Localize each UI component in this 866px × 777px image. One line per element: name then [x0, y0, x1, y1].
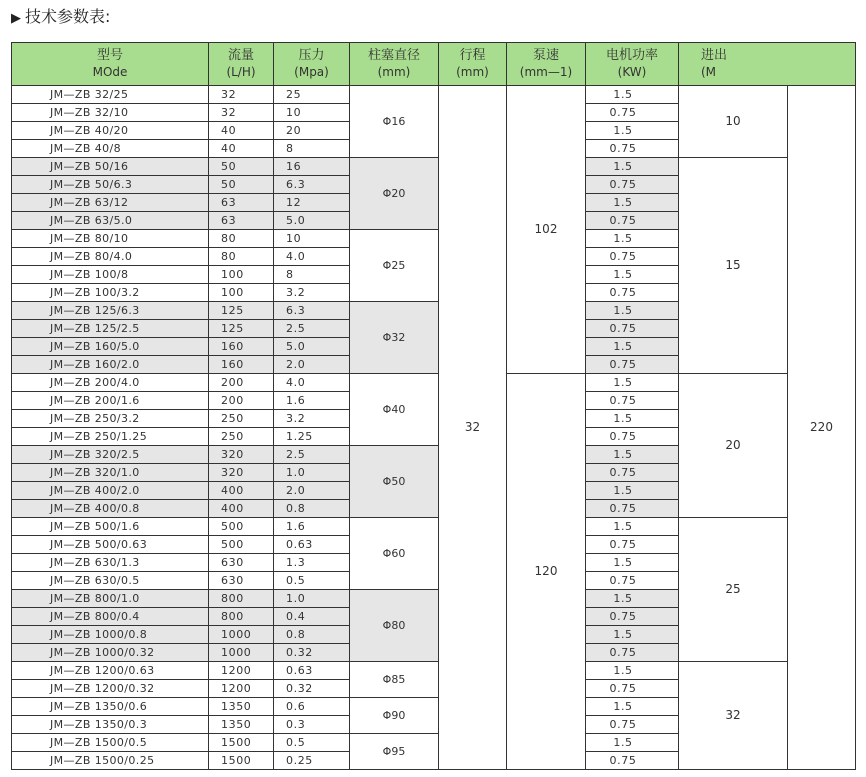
flow-cell: 800: [209, 608, 274, 626]
flow-cell: 1000: [209, 644, 274, 662]
table-body: [12, 86, 856, 770]
pressure-cell: 1.3: [274, 554, 350, 572]
motor-power-cell: 1.5: [586, 302, 679, 320]
flow-cell: 630: [209, 572, 274, 590]
model-cell: JM—ZB 800/0.4: [12, 608, 209, 626]
flow-cell: 32: [209, 86, 274, 104]
motor-power-cell: 1.5: [586, 734, 679, 752]
flow-cell: 1200: [209, 680, 274, 698]
motor-power-cell: 0.75: [586, 212, 679, 230]
model-cell: JM—ZB 50/16: [12, 158, 209, 176]
flow-cell: 200: [209, 374, 274, 392]
motor-power-cell: 0.75: [586, 392, 679, 410]
motor-power-cell: 0.75: [586, 320, 679, 338]
motor-power-cell: 0.75: [586, 176, 679, 194]
model-cell: JM—ZB 40/8: [12, 140, 209, 158]
pressure-cell: 10: [274, 230, 350, 248]
flow-cell: 63: [209, 194, 274, 212]
flow-cell: 80: [209, 230, 274, 248]
table-row: [12, 374, 856, 392]
model-cell: JM—ZB 200/1.6: [12, 392, 209, 410]
flow-cell: 200: [209, 392, 274, 410]
header-pressure: 压力 (Mpa): [274, 43, 350, 86]
flow-cell: 1500: [209, 734, 274, 752]
pressure-cell: 0.32: [274, 680, 350, 698]
pressure-cell: 4.0: [274, 248, 350, 266]
table-row: [12, 158, 856, 176]
flow-cell: 1350: [209, 716, 274, 734]
model-cell: JM—ZB 1000/0.32: [12, 644, 209, 662]
flow-cell: 63: [209, 212, 274, 230]
motor-power-cell: 1.5: [586, 518, 679, 536]
model-cell: JM—ZB 160/2.0: [12, 356, 209, 374]
motor-power-cell: 0.75: [586, 356, 679, 374]
pressure-cell: 2.0: [274, 482, 350, 500]
flow-cell: 400: [209, 482, 274, 500]
flow-cell: 630: [209, 554, 274, 572]
pressure-cell: 12: [274, 194, 350, 212]
model-cell: JM—ZB 100/3.2: [12, 284, 209, 302]
motor-power-cell: 1.5: [586, 158, 679, 176]
pressure-cell: 0.5: [274, 734, 350, 752]
model-cell: JM—ZB 200/4.0: [12, 374, 209, 392]
motor-power-cell: 0.75: [586, 536, 679, 554]
model-cell: JM—ZB 630/0.5: [12, 572, 209, 590]
flow-cell: 80: [209, 248, 274, 266]
motor-power-cell: 0.75: [586, 248, 679, 266]
last-column-cell: 220: [788, 86, 856, 770]
flow-cell: 50: [209, 158, 274, 176]
inlet-outlet-cell: 32: [679, 662, 788, 770]
pressure-cell: 1.25: [274, 428, 350, 446]
pressure-cell: 25: [274, 86, 350, 104]
plunger-diameter-cell: Φ20: [350, 158, 439, 230]
pressure-cell: 1.6: [274, 392, 350, 410]
model-cell: JM—ZB 40/20: [12, 122, 209, 140]
flow-cell: 100: [209, 266, 274, 284]
motor-power-cell: 1.5: [586, 230, 679, 248]
pressure-cell: 0.63: [274, 662, 350, 680]
stroke-cell: 32: [439, 86, 507, 770]
motor-power-cell: 1.5: [586, 338, 679, 356]
header-motor-power: 电机功率 (KW): [586, 43, 679, 86]
inlet-outlet-cell: 10: [679, 86, 788, 158]
pressure-cell: 10: [274, 104, 350, 122]
pressure-cell: 3.2: [274, 410, 350, 428]
model-cell: JM—ZB 32/10: [12, 104, 209, 122]
flow-cell: 1350: [209, 698, 274, 716]
pressure-cell: 2.5: [274, 446, 350, 464]
model-cell: JM—ZB 50/6.3: [12, 176, 209, 194]
motor-power-cell: 0.75: [586, 284, 679, 302]
motor-power-cell: 0.75: [586, 428, 679, 446]
pressure-cell: 1.6: [274, 518, 350, 536]
pressure-cell: 0.4: [274, 608, 350, 626]
header-plunger: 柱塞直径 (mm): [350, 43, 439, 86]
flow-cell: 50: [209, 176, 274, 194]
pump-speed-cell: 102: [507, 86, 586, 374]
motor-power-cell: 0.75: [586, 464, 679, 482]
pressure-cell: 3.2: [274, 284, 350, 302]
flow-cell: 100: [209, 284, 274, 302]
motor-power-cell: 0.75: [586, 104, 679, 122]
motor-power-cell: 1.5: [586, 446, 679, 464]
model-cell: JM—ZB 125/6.3: [12, 302, 209, 320]
pressure-cell: 5.0: [274, 338, 350, 356]
pressure-cell: 0.32: [274, 644, 350, 662]
model-cell: JM—ZB 63/12: [12, 194, 209, 212]
pressure-cell: 0.25: [274, 752, 350, 770]
plunger-diameter-cell: Φ16: [350, 86, 439, 158]
inlet-outlet-cell: 15: [679, 158, 788, 374]
model-cell: JM—ZB 250/1.25: [12, 428, 209, 446]
flow-cell: 320: [209, 464, 274, 482]
model-cell: JM—ZB 630/1.3: [12, 554, 209, 572]
header-model: 型号 MOde: [12, 43, 209, 86]
model-cell: JM—ZB 32/25: [12, 86, 209, 104]
page-title-text: 技术参数表:: [25, 7, 111, 26]
pressure-cell: 2.0: [274, 356, 350, 374]
motor-power-cell: 0.75: [586, 644, 679, 662]
pressure-cell: 2.5: [274, 320, 350, 338]
pressure-cell: 0.63: [274, 536, 350, 554]
table-row: [12, 518, 856, 536]
motor-power-cell: 1.5: [586, 374, 679, 392]
header-flow: 流量 (L/H): [209, 43, 274, 86]
flow-cell: 400: [209, 500, 274, 518]
pressure-cell: 16: [274, 158, 350, 176]
motor-power-cell: 1.5: [586, 626, 679, 644]
plunger-diameter-cell: Φ60: [350, 518, 439, 590]
inlet-outlet-cell: 20: [679, 374, 788, 518]
header-inlet-outlet: 进出 (M: [679, 43, 856, 86]
pressure-cell: 0.5: [274, 572, 350, 590]
pressure-cell: 0.3: [274, 716, 350, 734]
flow-cell: 500: [209, 518, 274, 536]
model-cell: JM—ZB 160/5.0: [12, 338, 209, 356]
model-cell: JM—ZB 63/5.0: [12, 212, 209, 230]
motor-power-cell: 1.5: [586, 554, 679, 572]
model-cell: JM—ZB 800/1.0: [12, 590, 209, 608]
motor-power-cell: 1.5: [586, 410, 679, 428]
model-cell: JM—ZB 80/10: [12, 230, 209, 248]
motor-power-cell: 0.75: [586, 680, 679, 698]
model-cell: JM—ZB 1500/0.5: [12, 734, 209, 752]
page-title: [11, 4, 110, 30]
flow-cell: 32: [209, 104, 274, 122]
pressure-cell: 6.3: [274, 302, 350, 320]
flow-cell: 1200: [209, 662, 274, 680]
pressure-cell: 1.0: [274, 590, 350, 608]
pressure-cell: 4.0: [274, 374, 350, 392]
flow-cell: 320: [209, 446, 274, 464]
plunger-diameter-cell: Φ80: [350, 590, 439, 662]
model-cell: JM—ZB 80/4.0: [12, 248, 209, 266]
flow-cell: 125: [209, 302, 274, 320]
motor-power-cell: 1.5: [586, 698, 679, 716]
model-cell: JM—ZB 1350/0.6: [12, 698, 209, 716]
model-cell: JM—ZB 320/2.5: [12, 446, 209, 464]
table-header-row: [12, 43, 856, 86]
pressure-cell: 1.0: [274, 464, 350, 482]
plunger-diameter-cell: Φ32: [350, 302, 439, 374]
model-cell: JM—ZB 125/2.5: [12, 320, 209, 338]
model-cell: JM—ZB 1200/0.32: [12, 680, 209, 698]
motor-power-cell: 0.75: [586, 608, 679, 626]
triangle-marker-icon: ▶: [11, 11, 21, 26]
model-cell: JM—ZB 500/1.6: [12, 518, 209, 536]
model-cell: JM—ZB 1200/0.63: [12, 662, 209, 680]
plunger-diameter-cell: Φ95: [350, 734, 439, 770]
pressure-cell: 0.8: [274, 500, 350, 518]
model-cell: JM—ZB 100/8: [12, 266, 209, 284]
table-row: [12, 662, 856, 680]
table-row: [12, 86, 856, 104]
motor-power-cell: 1.5: [586, 662, 679, 680]
pump-speed-cell: 120: [507, 374, 586, 770]
model-cell: JM—ZB 500/0.63: [12, 536, 209, 554]
model-cell: JM—ZB 1350/0.3: [12, 716, 209, 734]
motor-power-cell: 0.75: [586, 716, 679, 734]
motor-power-cell: 1.5: [586, 590, 679, 608]
flow-cell: 1500: [209, 752, 274, 770]
pressure-cell: 8: [274, 266, 350, 284]
spec-table: [11, 42, 856, 770]
flow-cell: 160: [209, 356, 274, 374]
model-cell: JM—ZB 320/1.0: [12, 464, 209, 482]
model-cell: JM—ZB 250/3.2: [12, 410, 209, 428]
pressure-cell: 8: [274, 140, 350, 158]
plunger-diameter-cell: Φ90: [350, 698, 439, 734]
inlet-outlet-cell: 25: [679, 518, 788, 662]
flow-cell: 1000: [209, 626, 274, 644]
header-pump-speed: 泵速 (mm—1): [507, 43, 586, 86]
flow-cell: 160: [209, 338, 274, 356]
flow-cell: 250: [209, 410, 274, 428]
motor-power-cell: 1.5: [586, 266, 679, 284]
motor-power-cell: 0.75: [586, 500, 679, 518]
flow-cell: 500: [209, 536, 274, 554]
plunger-diameter-cell: Φ40: [350, 374, 439, 446]
plunger-diameter-cell: Φ50: [350, 446, 439, 518]
pressure-cell: 0.8: [274, 626, 350, 644]
motor-power-cell: 0.75: [586, 572, 679, 590]
model-cell: JM—ZB 1000/0.8: [12, 626, 209, 644]
flow-cell: 125: [209, 320, 274, 338]
motor-power-cell: 1.5: [586, 194, 679, 212]
flow-cell: 40: [209, 122, 274, 140]
plunger-diameter-cell: Φ85: [350, 662, 439, 698]
pressure-cell: 6.3: [274, 176, 350, 194]
pressure-cell: 0.6: [274, 698, 350, 716]
pressure-cell: 20: [274, 122, 350, 140]
model-cell: JM—ZB 1500/0.25: [12, 752, 209, 770]
pressure-cell: 5.0: [274, 212, 350, 230]
motor-power-cell: 1.5: [586, 482, 679, 500]
header-stroke: 行程 (mm): [439, 43, 507, 86]
motor-power-cell: 0.75: [586, 140, 679, 158]
flow-cell: 40: [209, 140, 274, 158]
motor-power-cell: 1.5: [586, 122, 679, 140]
flow-cell: 250: [209, 428, 274, 446]
model-cell: JM—ZB 400/2.0: [12, 482, 209, 500]
motor-power-cell: 0.75: [586, 752, 679, 770]
plunger-diameter-cell: Φ25: [350, 230, 439, 302]
flow-cell: 800: [209, 590, 274, 608]
model-cell: JM—ZB 400/0.8: [12, 500, 209, 518]
motor-power-cell: 1.5: [586, 86, 679, 104]
